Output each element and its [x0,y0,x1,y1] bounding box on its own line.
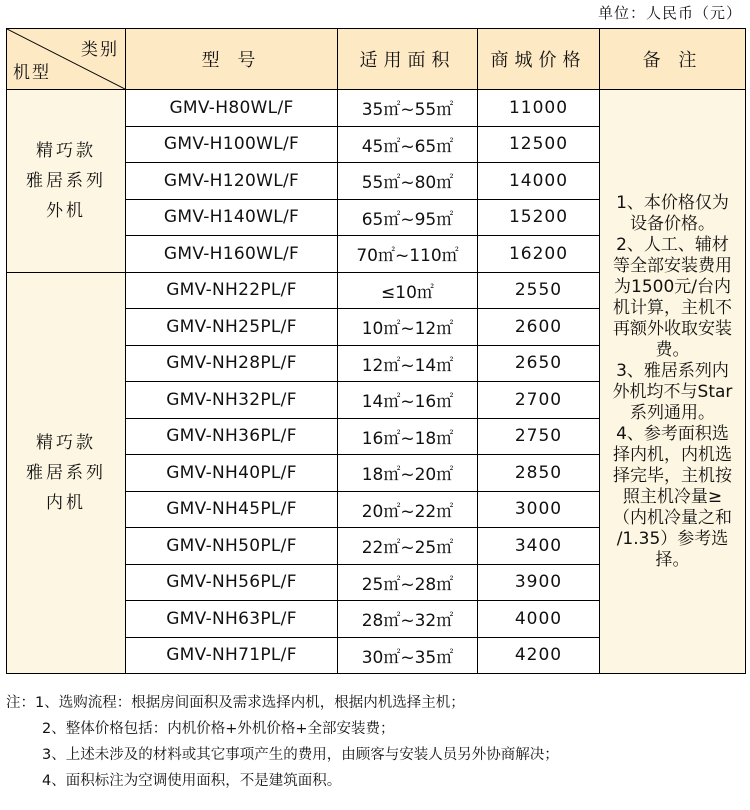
header-area: 适用面积 [338,29,478,90]
area-cell: 28㎡~32㎡ [338,601,478,638]
remarks-cell: 1、本价格仅为 设备价格。 2、人工、辅材 等全部安装费用 为1500元/台内 机计算，主机不 再额外收取安装 费。 3、雅居系列内 外机均不与Star 系列通用。 4、参考面积选 择内机，内机选 择完毕，主机按 照主机冷量≥ （内机冷量之和 /1.35）参考选 择。 [600,90,746,674]
area-cell: 16㎡~18㎡ [338,418,478,455]
table-row [7,90,746,127]
model-cell: GMV-NH56PL/F [126,564,338,601]
footnotes [6,690,746,794]
area-cell: 45㎡~65㎡ [338,126,478,163]
area-cell: 35㎡~55㎡ [338,90,478,127]
area-cell: ≤10㎡ [338,272,478,309]
unit-label: 单位：人民币（元） [597,4,742,22]
area-cell: 65㎡~95㎡ [338,199,478,236]
header-corner [7,29,126,90]
price-cell: 2650 [478,345,600,382]
price-cell: 2700 [478,382,600,419]
price-cell: 12500 [478,126,600,163]
model-cell: GMV-NH22PL/F [126,272,338,309]
area-cell: 22㎡~25㎡ [338,528,478,565]
header-remark: 备 注 [600,29,746,90]
price-cell: 4200 [478,637,600,674]
price-cell: 2850 [478,455,600,492]
model-cell: GMV-H120WL/F [126,163,338,200]
price-cell: 16200 [478,236,600,273]
model-cell: GMV-H160WL/F [126,236,338,273]
area-cell: 10㎡~12㎡ [338,309,478,346]
note-4: 4、面积标注为空调使用面积，不是建筑面积。 [42,773,342,789]
header-row [7,29,746,90]
area-cell: 30㎡~35㎡ [338,637,478,674]
model-cell: GMV-NH32PL/F [126,382,338,419]
model-cell: GMV-NH50PL/F [126,528,338,565]
area-cell: 70㎡~110㎡ [338,236,478,273]
price-cell: 3000 [478,491,600,528]
price-table [6,28,746,674]
note-1: 注：1、选购流程：根据房间面积及需求选择内机，根据内机选择主机； [6,695,465,711]
header-price: 商城价格 [478,29,600,90]
area-cell: 55㎡~80㎡ [338,163,478,200]
model-cell: GMV-H80WL/F [126,90,338,127]
group-outdoor: 精巧款 雅居系列 外机 [7,90,126,273]
area-cell: 20㎡~22㎡ [338,491,478,528]
model-cell: GMV-NH63PL/F [126,601,338,638]
model-cell: GMV-NH25PL/F [126,309,338,346]
price-cell: 14000 [478,163,600,200]
area-cell: 14㎡~16㎡ [338,382,478,419]
model-cell: GMV-NH45PL/F [126,491,338,528]
model-cell: GMV-H140WL/F [126,199,338,236]
model-cell: GMV-H100WL/F [126,126,338,163]
header-model: 型 号 [126,29,338,90]
price-cell: 2750 [478,418,600,455]
model-cell: GMV-NH71PL/F [126,637,338,674]
model-cell: GMV-NH40PL/F [126,455,338,492]
area-cell: 18㎡~20㎡ [338,455,478,492]
group-indoor: 精巧款 雅居系列 内机 [7,272,126,674]
price-cell: 11000 [478,90,600,127]
price-cell: 3400 [478,528,600,565]
price-cell: 4000 [478,601,600,638]
price-cell: 15200 [478,199,600,236]
area-cell: 25㎡~28㎡ [338,564,478,601]
price-cell: 2550 [478,272,600,309]
header-category: 类别 [81,40,119,60]
area-cell: 12㎡~14㎡ [338,345,478,382]
price-cell: 3900 [478,564,600,601]
header-machine-type: 机型 [13,63,51,83]
model-cell: GMV-NH28PL/F [126,345,338,382]
price-cell: 2600 [478,309,600,346]
model-cell: GMV-NH36PL/F [126,418,338,455]
note-3: 3、上述未涉及的材料或其它事项产生的费用，由顾客与安装人员另外协商解决； [42,747,559,763]
note-2: 2、整体价格包括：内机价格+外机价格+全部安装费； [42,721,395,737]
